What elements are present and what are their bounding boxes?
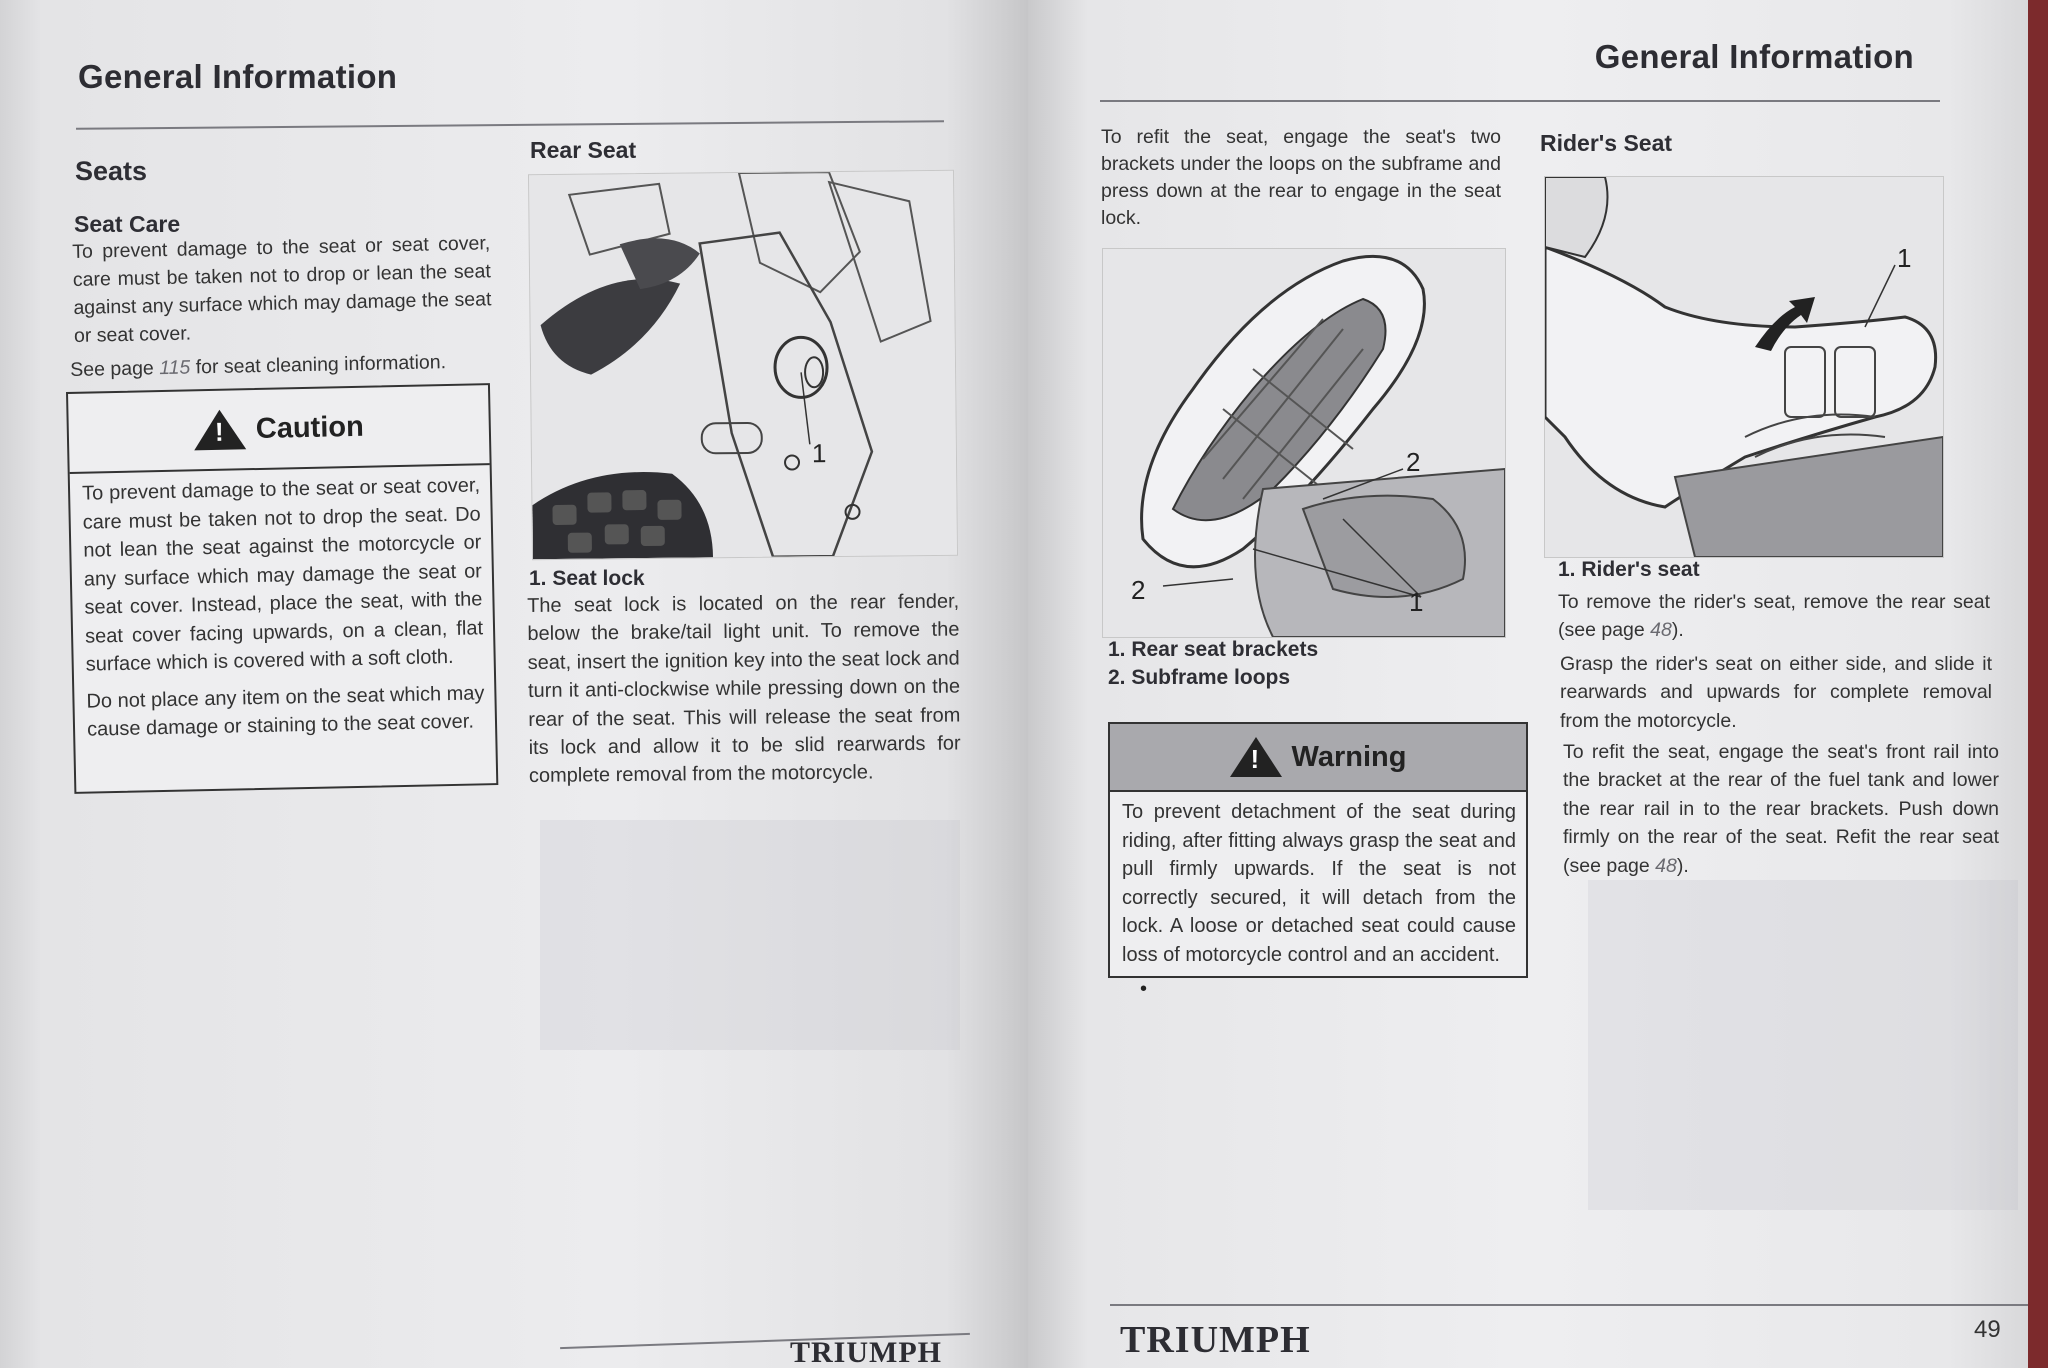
rear-seat-heading: Rear Seat	[530, 137, 637, 163]
rear-seat-text: The seat lock is located on the rear fender, below the brake/tail light unit. To remove the seat, insert the ignition key into the seat lock and turn it anti-clockwise while pressing down on the rear of the seat. This will release the seat from its lock and allow it to be slid rearwards for complete removal from the motorcycle.	[527, 590, 961, 788]
caution-box	[66, 383, 498, 794]
warning-text: To prevent detachment of the seat during riding, after fitting always grasp the seat and pull firmly upwards. If the seat is not correctly secured, it will detach from the lock. A loose or detached seat could cause loss of motorcycle control and an accident.	[1122, 801, 1516, 966]
refit-text: To refit the seat, engage the seat's two brackets under the loops on the subframe and press down at the rear to engage in the seat lock.	[1101, 126, 1501, 229]
refit-riders-seat-text	[1563, 738, 1999, 880]
riders-seat-figure	[1544, 176, 1944, 558]
page-number: 49	[1974, 1316, 2001, 1343]
warning-box	[1108, 722, 1528, 978]
figure1-callout: 1	[811, 438, 827, 469]
cover-edge	[2028, 0, 2048, 1368]
see-page-prefix: See page	[70, 357, 155, 381]
figure2-caption-1: 1. Rear seat brackets	[1108, 638, 1319, 661]
seats-heading: Seats	[75, 156, 148, 186]
stray-bullet: •	[1140, 978, 1148, 1000]
show-through-text	[540, 820, 960, 1050]
left-header-rule	[76, 120, 944, 130]
right-footer-rule	[1110, 1304, 2028, 1306]
seat-care-heading: Seat Care	[74, 211, 181, 237]
seat-care-text: To prevent damage to the seat or seat cover, care must be taken not to drop or lean the seat against any surface which may damage the seat or seat cover.	[72, 232, 492, 347]
warning-triangle-icon	[1230, 737, 1282, 777]
figure2-callout-c: 1	[1409, 587, 1424, 617]
left-footer-logo: TRIUMPH	[790, 1336, 942, 1368]
warning-header	[1110, 724, 1526, 792]
page-link-115[interactable]: 115	[158, 356, 191, 380]
figure1-caption: 1. Seat lock	[529, 567, 645, 590]
rear-seat-brackets-figure	[1102, 248, 1506, 638]
page-link-48-a[interactable]: 48	[1650, 619, 1672, 642]
right-header-rule	[1100, 100, 1940, 102]
figure2-callout-b: 2	[1406, 447, 1421, 477]
caution-header	[68, 385, 490, 474]
refit-riders-suffix: ).	[1676, 854, 1689, 877]
see-page-suffix: for seat cleaning information.	[195, 351, 447, 379]
figure2-caption-2: 2. Subframe loops	[1108, 666, 1291, 689]
figure2-callout-a: 2	[1131, 575, 1146, 605]
figure3-callout: 1	[1897, 243, 1912, 273]
seat-lock-figure	[528, 170, 958, 560]
refit-riders-text-body: To refit the seat, engage the seat's front rail into the bracket at the rear of the fuel tank and lower the rear rail in to the rear brackets. Push down firmly on the rear of the seat. Refit the rear seat (see page	[1563, 741, 1999, 877]
right-footer-logo: TRIUMPH	[1120, 1319, 1311, 1361]
figure3-caption: 1. Rider's seat	[1558, 558, 1700, 581]
caution-title: Caution	[255, 410, 365, 445]
right-page	[1028, 0, 2028, 1368]
rear-seat-brackets-illustration	[1103, 249, 1505, 637]
see-page-line	[70, 347, 500, 384]
page-link-48-b[interactable]: 48	[1655, 854, 1677, 877]
riders-seat-illustration	[1545, 177, 1943, 557]
seat-lock-illustration	[529, 171, 957, 559]
riders-seat-heading: Rider's Seat	[1540, 130, 1673, 156]
warning-triangle-icon	[193, 409, 246, 450]
show-through-text	[1588, 880, 2018, 1210]
grasp-riders-seat-text: Grasp the rider's seat on either side, and slide it rearwards and upwards for complete removal from the motorcycle.	[1560, 653, 1992, 732]
right-header-title: General Information	[1594, 38, 1914, 75]
left-header-title: General Information	[78, 58, 398, 95]
caution-text-2: Do not place any item on the seat which may cause damage or staining to the seat cover.	[86, 681, 485, 741]
caution-text-1: To prevent damage to the seat or seat cover, care must be taken not to drop the seat. Do not lean the seat against the motorcycle or any surface which may damage the seat or seat cover. Instead, place the seat, with the seat cover facing upwards, on a clean, flat surface which is covered with a soft cloth.	[81, 474, 484, 676]
remove-text-prefix: To remove the rider's seat, remove the rear seat (see page	[1558, 591, 1990, 642]
remove-text-suffix: ).	[1671, 619, 1684, 642]
remove-riders-seat-text	[1558, 588, 1990, 645]
warning-title: Warning	[1291, 740, 1407, 773]
